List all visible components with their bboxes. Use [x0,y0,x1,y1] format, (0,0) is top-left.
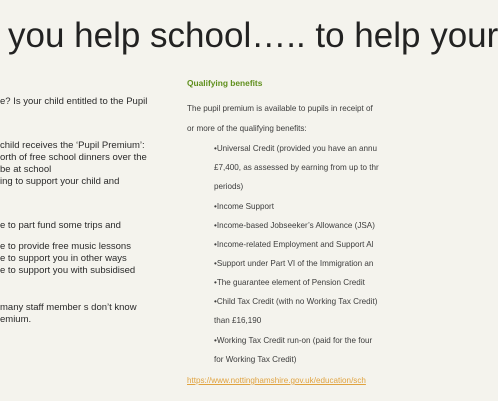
left-line: ing to support your child and [0,176,120,187]
left-line: be at school [0,164,52,175]
benefit-item: than £16,190 [214,316,262,325]
benefit-item: •Income-based Jobseeker’s Allowance (JSA) [214,221,375,230]
nottinghamshire-link[interactable]: https://www.nottinghamshire.gov.uk/education/sch [187,376,366,385]
benefit-item: £7,400, as assessed by earning from up to thr [214,163,379,172]
benefit-item: •The guarantee element of Pension Credit [214,278,365,287]
left-line: orth of free school dinners over the [0,152,147,163]
left-line: e to provide free music lessons [0,241,131,252]
benefit-item: •Universal Credit (provided you have an annu [214,144,378,153]
benefit-item: for Working Tax Credit) [214,355,297,364]
left-line: many staff member s don’t know [0,302,137,313]
slide-title: you help school….. to help your [8,16,498,55]
benefit-item: •Income Support [214,202,274,211]
benefit-item: •Working Tax Credit run-on (paid for the four [214,336,373,345]
left-line: e? Is your child entitled to the Pupil [0,96,148,107]
benefit-item: periods) [214,182,244,191]
benefit-item: •Child Tax Credit (with no Working Tax Credit) [214,297,378,306]
benefit-item: •Support under Part VI of the Immigration an [214,259,374,268]
intro-line: or more of the qualifying benefits: [187,124,307,133]
left-line: e to part fund some trips and [0,220,121,231]
intro-line: The pupil premium is available to pupils in receipt of [187,104,373,113]
left-line: e to support you with subsidised [0,265,136,276]
left-line: e to support you in other ways [0,253,127,264]
left-line: emium. [0,314,32,325]
left-line: child receives the ‘Pupil Premium’: [0,140,145,151]
qualifying-benefits-heading: Qualifying benefits [187,78,263,88]
benefit-item: •Income-related Employment and Support Al [214,240,374,249]
